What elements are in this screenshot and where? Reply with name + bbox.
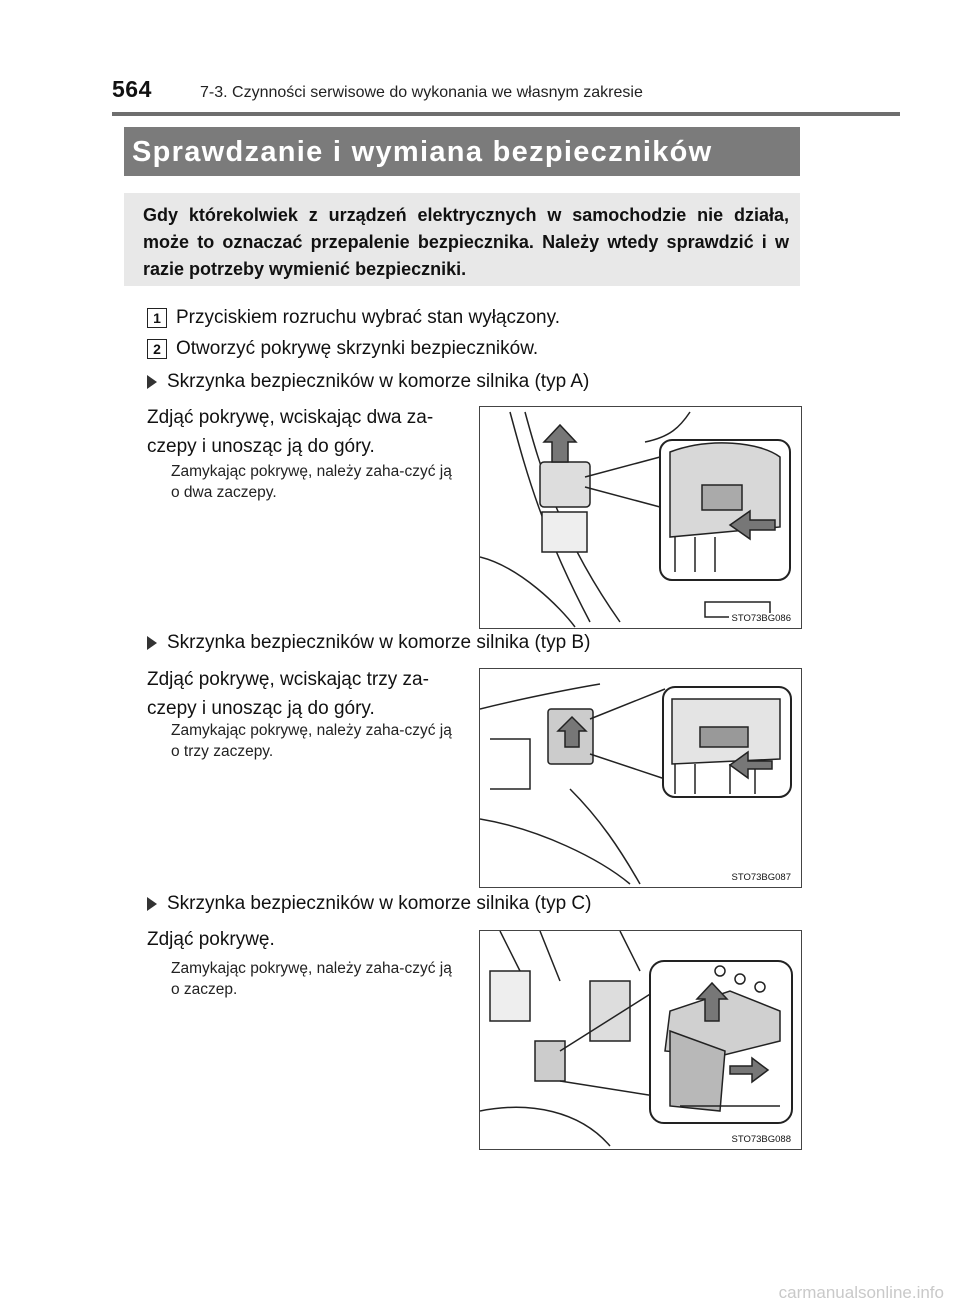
intro-box bbox=[124, 193, 800, 286]
section-title-bar bbox=[124, 127, 800, 176]
note-b: Zamykając pokrywę, należy zaha-czyć ją o trzy zaczepy. bbox=[171, 722, 452, 760]
triangle-bullet-icon bbox=[147, 375, 157, 389]
figure-code: STO73BG086 bbox=[731, 613, 791, 624]
triangle-bullet-icon bbox=[147, 897, 157, 911]
page-number: 564 bbox=[112, 76, 152, 102]
figure-code: STO73BG087 bbox=[731, 872, 791, 883]
step-number-badge: 2 bbox=[147, 339, 167, 359]
note-a: Zamykając pokrywę, należy zaha-czyć ją o dwa zaczepy. bbox=[171, 463, 452, 501]
fuse-box-illustration bbox=[480, 669, 801, 887]
step-number-badge: 1 bbox=[147, 308, 167, 328]
instruction-c: Zdjąć pokrywę. bbox=[147, 929, 275, 950]
header-rule bbox=[112, 112, 900, 116]
figure-fuse-box-type-c bbox=[479, 930, 802, 1150]
fuse-box-illustration bbox=[480, 407, 801, 628]
step-1 bbox=[147, 307, 560, 329]
instruction-a: Zdjąć pokrywę, wciskając dwa za-czepy i unosząc ją do góry. bbox=[147, 407, 434, 457]
section-title: Sprawdzanie i wymiana bezpieczników bbox=[132, 136, 713, 168]
figure-code: STO73BG088 bbox=[731, 1134, 791, 1145]
subsection-heading-text: Skrzynka bezpieczników w komorze silnika (typ B) bbox=[167, 632, 591, 653]
fuse-box-illustration bbox=[480, 931, 801, 1149]
figure-fuse-box-type-a bbox=[479, 406, 802, 629]
step-text: Otworzyć pokrywę skrzynki bezpieczników. bbox=[176, 338, 539, 359]
subsection-heading-text: Skrzynka bezpieczników w komorze silnika (typ C) bbox=[167, 893, 592, 914]
subsection-heading-a bbox=[147, 371, 589, 393]
step-2 bbox=[147, 338, 538, 360]
instruction-b: Zdjąć pokrywę, wciskając trzy za-czepy i unosząc ją do góry. bbox=[147, 669, 429, 719]
note-c: Zamykając pokrywę, należy zaha-czyć ją o zaczep. bbox=[171, 960, 452, 998]
triangle-bullet-icon bbox=[147, 636, 157, 650]
figure-fuse-box-type-b bbox=[479, 668, 802, 888]
step-text: Przyciskiem rozruchu wybrać stan wyłączony. bbox=[176, 307, 560, 328]
subsection-heading-text: Skrzynka bezpieczników w komorze silnika (typ A) bbox=[167, 371, 590, 392]
subsection-heading-c bbox=[147, 893, 591, 915]
subsection-heading-b bbox=[147, 632, 590, 654]
running-title: 7-3. Czynności serwisowe do wykonania we własnym zakresie bbox=[200, 84, 643, 101]
watermark: carmanualsonline.info bbox=[778, 1283, 944, 1302]
intro-text: Gdy którekolwiek z urządzeń elektrycznych w samochodzie nie działa, może to oznaczać przepalenie bezpiecznika. Należy wtedy sprawdzić i w razie potrzeby wymienić bezpieczniki. bbox=[143, 205, 789, 279]
